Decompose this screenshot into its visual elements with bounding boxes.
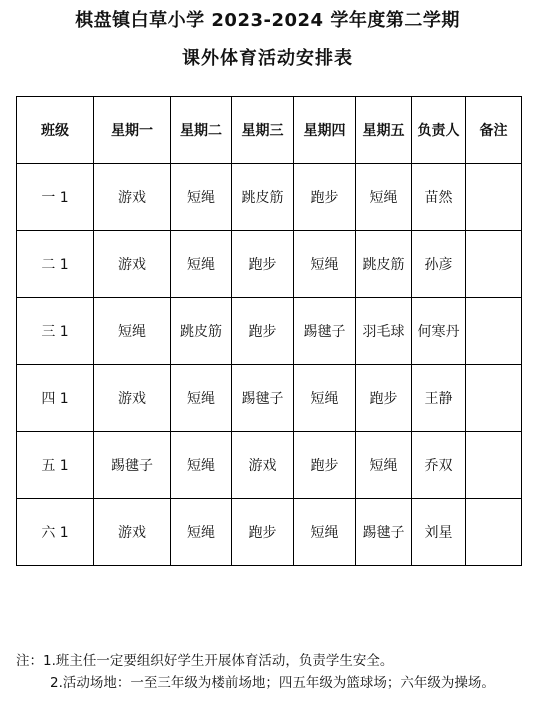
activity-cell: 踢毽子 (94, 432, 171, 499)
table-row (17, 365, 522, 432)
activity-cell: 跑步 (232, 298, 294, 365)
activity-cell: 短绳 (171, 164, 232, 231)
class-cell: 二 1 (17, 231, 94, 298)
table-row (17, 164, 522, 231)
activity-cell: 游戏 (94, 164, 171, 231)
remarks-cell (466, 432, 522, 499)
header-thursday: 星期四 (294, 97, 356, 164)
person-cell: 王静 (412, 365, 466, 432)
document-subtitle: 课外体育活动安排表 (182, 48, 353, 69)
header-person-in-charge: 负责人 (412, 97, 466, 164)
class-cell: 四 1 (17, 365, 94, 432)
person-cell: 何寒丹 (412, 298, 466, 365)
activity-cell: 短绳 (171, 231, 232, 298)
activity-cell: 跑步 (356, 365, 412, 432)
activity-cell: 游戏 (94, 231, 171, 298)
class-cell: 五 1 (17, 432, 94, 499)
schedule-table (16, 96, 522, 566)
activity-cell: 跑步 (294, 432, 356, 499)
activity-cell: 跑步 (294, 164, 356, 231)
remarks-cell (466, 499, 522, 566)
note-line-1: 注：1.班主任一定要组织好学生开展体育活动，负责学生安全。 (16, 653, 394, 669)
header-wednesday: 星期三 (232, 97, 294, 164)
remarks-cell (466, 231, 522, 298)
activity-cell: 短绳 (171, 432, 232, 499)
activity-cell: 短绳 (94, 298, 171, 365)
activity-cell: 跳皮筋 (356, 231, 412, 298)
class-cell: 一 1 (17, 164, 94, 231)
activity-cell: 短绳 (171, 365, 232, 432)
activity-cell: 羽毛球 (356, 298, 412, 365)
activity-cell: 跑步 (232, 231, 294, 298)
person-cell: 孙彦 (412, 231, 466, 298)
table-row (17, 499, 522, 566)
header-class: 班级 (17, 97, 94, 164)
activity-cell: 短绳 (356, 164, 412, 231)
activity-cell: 短绳 (294, 365, 356, 432)
person-cell: 苗然 (412, 164, 466, 231)
person-cell: 乔双 (412, 432, 466, 499)
activity-cell: 踢毽子 (356, 499, 412, 566)
document-title: 棋盘镇白草小学 2023-2024 学年度第二学期 (75, 10, 460, 31)
activity-cell: 跑步 (232, 499, 294, 566)
activity-cell: 短绳 (294, 499, 356, 566)
table-row (17, 231, 522, 298)
notes-section (16, 650, 524, 694)
activity-cell: 踢毽子 (232, 365, 294, 432)
activity-cell: 跳皮筋 (171, 298, 232, 365)
activity-cell: 短绳 (294, 231, 356, 298)
header-tuesday: 星期二 (171, 97, 232, 164)
activity-cell: 短绳 (356, 432, 412, 499)
header-monday: 星期一 (94, 97, 171, 164)
class-cell: 六 1 (17, 499, 94, 566)
activity-cell: 游戏 (94, 499, 171, 566)
activity-cell: 游戏 (94, 365, 171, 432)
header-remarks: 备注 (466, 97, 522, 164)
activity-cell: 踢毽子 (294, 298, 356, 365)
remarks-cell (466, 365, 522, 432)
note-line-2: 2.活动场地：一至三年级为楼前场地；四五年级为篮球场；六年级为操场。 (50, 675, 495, 691)
activity-cell: 短绳 (171, 499, 232, 566)
table-header-row (17, 97, 522, 164)
class-cell: 三 1 (17, 298, 94, 365)
table-row (17, 432, 522, 499)
header-friday: 星期五 (356, 97, 412, 164)
activity-cell: 跳皮筋 (232, 164, 294, 231)
remarks-cell (466, 164, 522, 231)
remarks-cell (466, 298, 522, 365)
table-row (17, 298, 522, 365)
activity-cell: 游戏 (232, 432, 294, 499)
person-cell: 刘星 (412, 499, 466, 566)
